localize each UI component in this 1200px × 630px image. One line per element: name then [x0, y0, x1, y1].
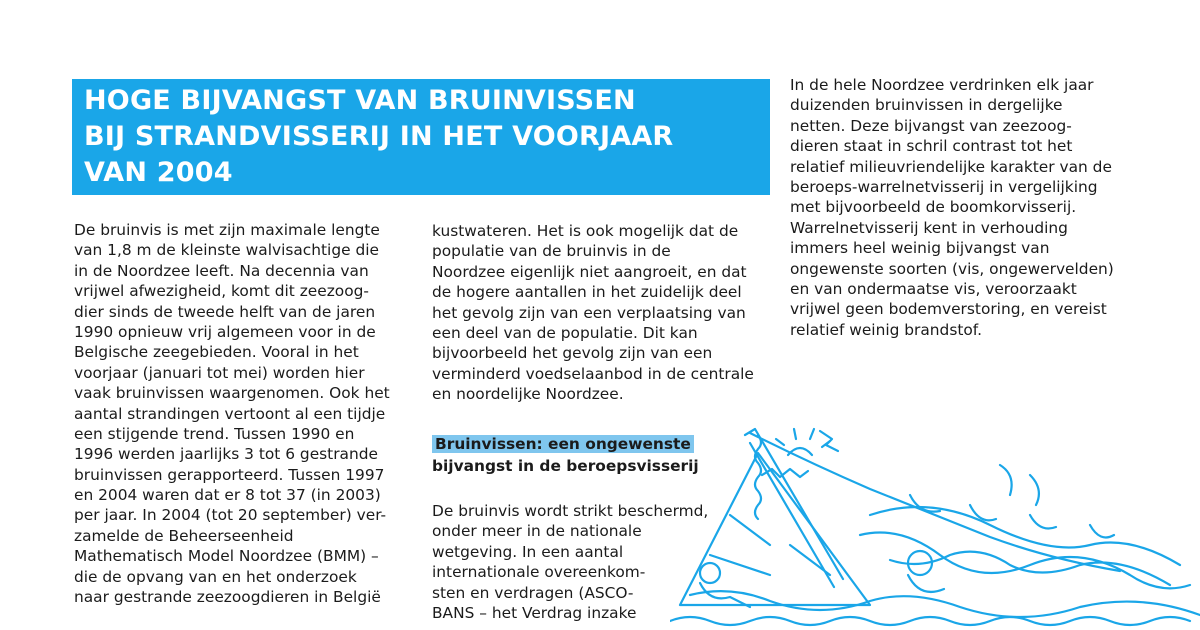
text-line: aantal strandingen vertoont al een tijdje — [74, 404, 386, 423]
text-line: Mathematisch Model Noordzee (BMM) – — [74, 547, 379, 566]
text-line: BANS – het Verdrag inzake — [432, 603, 637, 622]
text-line: die de opvang van en het onderzoek — [74, 567, 357, 586]
text-line: Noordzee eigenlijk niet aangroeit, en dat — [432, 262, 747, 281]
text-line: een deel van de populatie. Dit kan — [432, 323, 698, 342]
text-line: en noordelijke Noordzee. — [432, 385, 624, 404]
text-line: bijvoorbeeld het gevolg zijn van een — [432, 344, 713, 363]
text-line: dier sinds de tweede helft van de jaren — [74, 302, 376, 321]
text-line: internationale overeenkom- — [432, 563, 646, 582]
text-line: 1996 werden jaarlijks 3 tot 6 gestrande — [74, 445, 378, 464]
text-line: In de hele Noordzee verdrinken elk jaar — [790, 76, 1094, 94]
text-line: onder meer in de nationale — [432, 522, 642, 541]
text-line: een stijgende trend. Tussen 1990 en — [74, 424, 355, 443]
subheading-line-2: bijvangst in de beroepsvisserij — [432, 457, 699, 475]
text-line: voorjaar (januari tot mei) worden hier — [74, 363, 365, 382]
text-line: immers heel weinig bijvangst van — [790, 239, 1050, 258]
text-line: verminderd voedselaanbod in de centrale — [432, 364, 754, 383]
right-column — [790, 75, 1130, 340]
text-line: vaak bruinvissen waargenomen. Ook het — [74, 384, 390, 403]
subheading-text-1: Bruinvissen: een ongewenste — [432, 435, 694, 453]
title-banner — [72, 79, 770, 195]
text-line: De bruinvis wordt strikt beschermd, — [432, 502, 709, 520]
text-line: Belgische zeegebieden. Vooral in het — [74, 343, 359, 362]
text-line: relatief weinig brandstof. — [790, 320, 982, 339]
cartoon-illustration-icon — [670, 395, 1200, 630]
text-line: en van ondermaatse vis, veroorzaakt — [790, 279, 1077, 298]
left-column — [74, 220, 414, 607]
text-line: wetgeving. In een aantal — [432, 542, 624, 561]
text-line: vrijwel afwezigheid, komt dit zeezoog- — [74, 282, 369, 301]
text-line: met bijvoorbeeld de boomkorvisserij. — [790, 198, 1077, 217]
middle-column — [432, 221, 762, 405]
text-line: De bruinvis is met zijn maximale lengte — [74, 221, 380, 239]
text-line: het gevolg zijn van een verplaatsing van — [432, 303, 746, 322]
text-line: in de Noordzee leeft. Na decennia van — [74, 261, 369, 280]
text-line: relatief milieuvriendelijke karakter van de — [790, 157, 1112, 176]
text-line: ongewenste soorten (vis, ongewervelden) — [790, 259, 1114, 278]
text-line: populatie van de bruinvis in de — [432, 242, 671, 261]
title-line-2: BIJ STRANDVISSERIJ IN HET VOORJAAR — [84, 121, 674, 152]
text-line: duizenden bruinvissen in dergelijke — [790, 96, 1063, 115]
text-line: naar gestrande zeezoogdieren in België — [74, 588, 381, 607]
text-line: 1990 opnieuw vrij algemeen voor in de — [74, 322, 376, 341]
text-line: per jaar. In 2004 (tot 20 september) ver- — [74, 506, 387, 525]
title-line-3: VAN 2004 — [84, 157, 233, 188]
text-line: beroeps-warrelnetvisserij in vergelijking — [790, 177, 1098, 196]
text-line: netten. Deze bijvangst van zeezoog- — [790, 116, 1072, 135]
middle-column-continued — [432, 501, 709, 623]
text-line: vrijwel geen bodemverstoring, en vereist — [790, 300, 1107, 319]
text-line: Warrelnetvisserij kent in verhouding — [790, 218, 1068, 237]
text-line: kustwateren. Het is ook mogelijk dat de — [432, 222, 739, 240]
text-line: en 2004 waren dat er 8 tot 37 (in 2003) — [74, 486, 381, 505]
text-line: sten en verdragen (ASCO- — [432, 583, 634, 602]
text-line: zamelde de Beheerseenheid — [74, 526, 294, 545]
text-line: van 1,8 m de kleinste walvisachtige die — [74, 241, 379, 260]
text-line: dieren staat in schril contrast tot het — [790, 137, 1073, 156]
text-line: de hogere aantallen in het zuidelijk deel — [432, 283, 742, 302]
text-line: bruinvissen gerapporteerd. Tussen 1997 — [74, 465, 385, 484]
title-line-1: HOGE BIJVANGST VAN BRUINVISSEN — [84, 85, 636, 116]
